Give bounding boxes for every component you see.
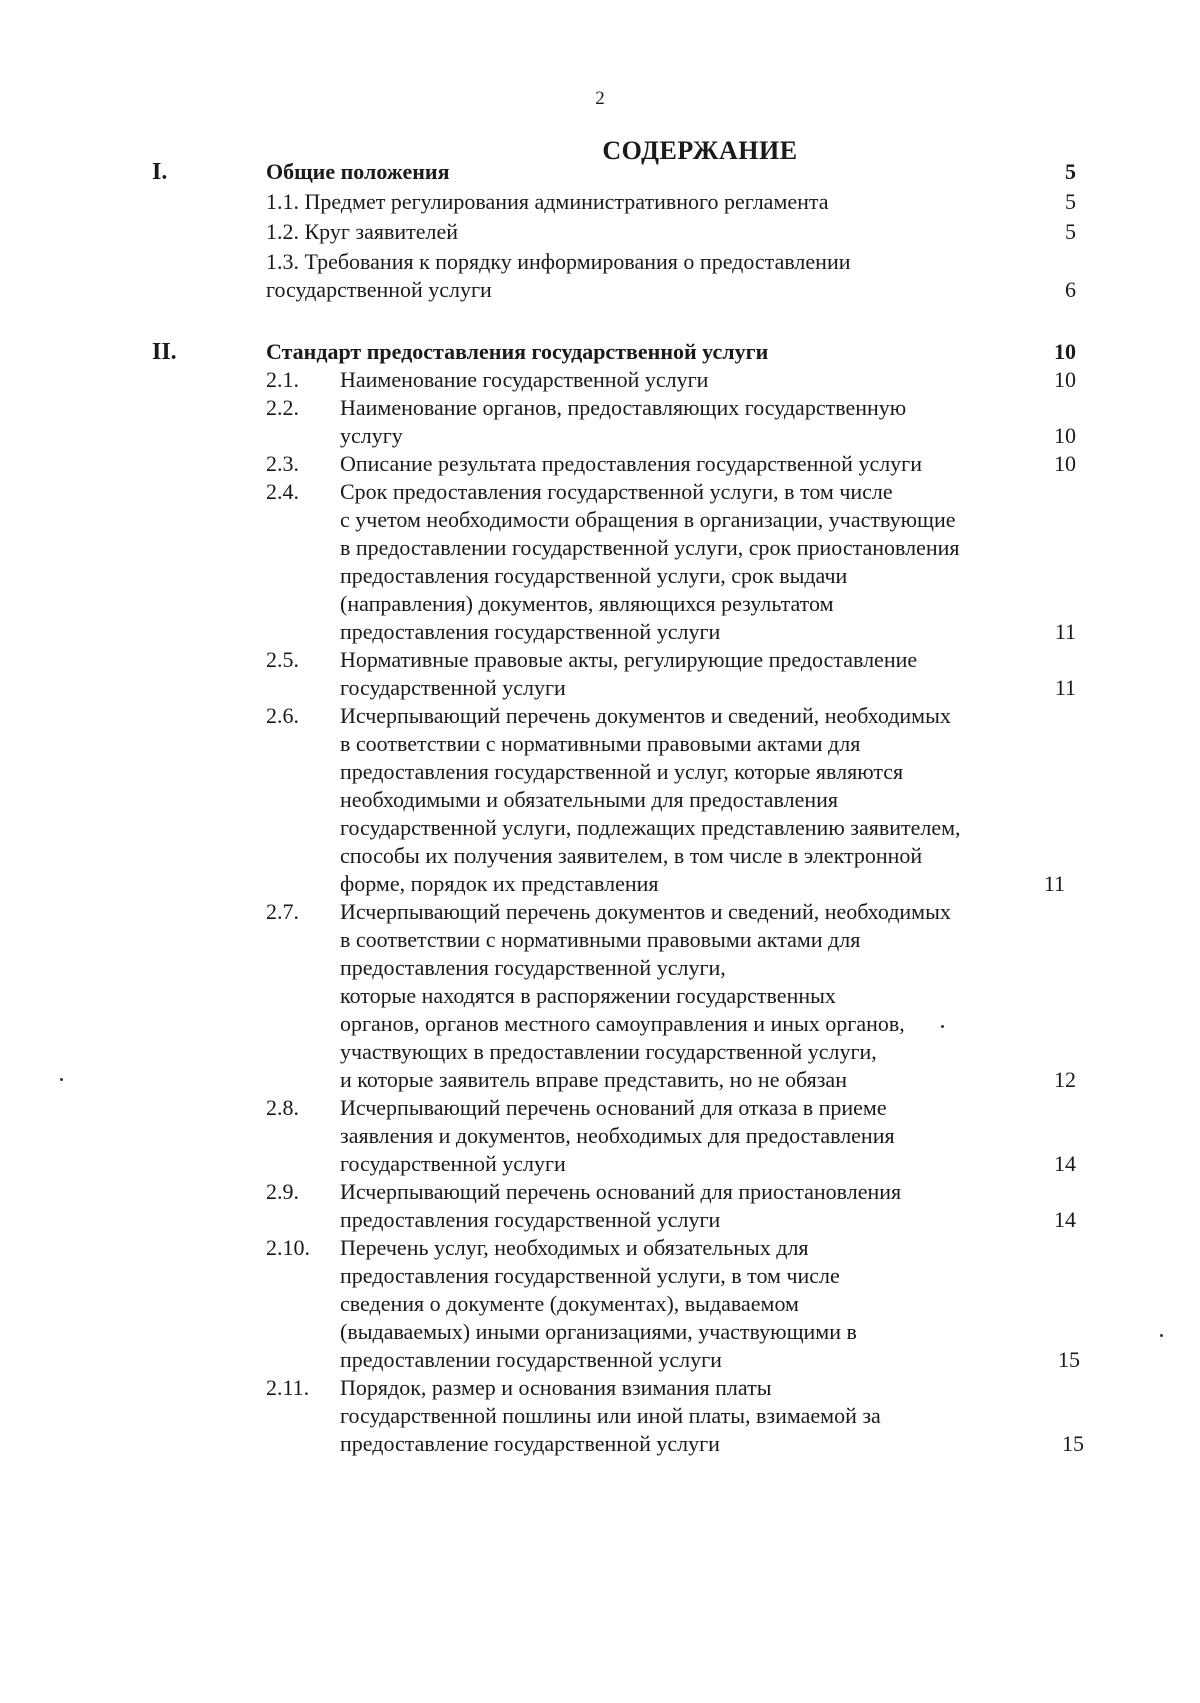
toc-item-text: предоставления государственной услуги, bbox=[340, 955, 726, 980]
toc-item-text: предоставления государственной услуги, срок выдачи bbox=[340, 563, 848, 588]
toc-item-page: 11 bbox=[1054, 675, 1076, 700]
toc-item-page: 15 bbox=[1058, 1347, 1080, 1372]
toc-item-text: предоставления государственной и услуг, которые являются bbox=[340, 759, 904, 784]
scan-speck bbox=[941, 1025, 944, 1028]
toc-item-text: сведения о документе (документах), выдаваемом bbox=[340, 1291, 799, 1316]
scan-speck bbox=[60, 1078, 63, 1081]
toc-item-text: Порядок, размер и основания взимания платы bbox=[340, 1375, 772, 1400]
toc-item-number: 2.1. bbox=[266, 367, 299, 392]
section-heading: Стандарт предоставления государственной услуги bbox=[266, 339, 769, 364]
page-title: СОДЕРЖАНИЕ bbox=[602, 136, 798, 165]
toc-item-text: в соответствии с нормативными правовыми актами для bbox=[340, 731, 861, 756]
section-heading: Общие положения bbox=[266, 159, 450, 184]
toc-item-number: 2.8. bbox=[266, 1095, 299, 1120]
toc-item-text: предоставления государственной услуги bbox=[340, 619, 721, 644]
toc-item-number: 2.5. bbox=[266, 647, 299, 672]
toc-item-page: 10 bbox=[1054, 451, 1076, 476]
toc-item-text: Наименование государственной услуги bbox=[340, 367, 709, 392]
toc-item-text: необходимыми и обязательными для предоставления bbox=[340, 787, 839, 812]
toc-item-text: Исчерпывающий перечень документов и сведений, необходимых bbox=[340, 899, 951, 924]
toc-item-text: государственной услуги bbox=[340, 1151, 566, 1176]
toc-item-number: 2.4. bbox=[266, 479, 299, 504]
toc-item-page: 10 bbox=[1054, 423, 1076, 448]
toc-item-text: Нормативные правовые акты, регулирующие предоставление bbox=[340, 647, 918, 672]
page-number: 2 bbox=[595, 88, 605, 109]
toc-item-page: 5 bbox=[1065, 219, 1076, 244]
toc-item-page: 5 bbox=[1065, 189, 1076, 214]
toc-item-text: Исчерпывающий перечень оснований для приостановления bbox=[340, 1179, 902, 1204]
toc-item-page: 14 bbox=[1054, 1151, 1076, 1176]
toc-item-text: которые находятся в распоряжении государственных bbox=[340, 983, 836, 1008]
toc-item-number: 2.3. bbox=[266, 451, 299, 476]
toc-item-number: 2.11. bbox=[266, 1375, 310, 1400]
toc-item-text: государственной пошлины или иной платы, взимаемой за bbox=[340, 1403, 881, 1428]
toc-item-text: предоставления государственной услуги bbox=[340, 1207, 721, 1232]
toc-item-number: 2.9. bbox=[266, 1179, 299, 1204]
toc-item-text: 1.3. Требования к порядку информирования о предоставлении bbox=[266, 249, 851, 274]
toc-item-page: 10 bbox=[1054, 367, 1076, 392]
toc-item-text: (выдаваемых) иными организациями, участвующими в bbox=[340, 1319, 857, 1344]
toc-item-text: Описание результата предоставления государственной услуги bbox=[340, 451, 922, 476]
section-numeral: I. bbox=[152, 159, 168, 185]
toc-item-text: заявления и документов, необходимых для предоставления bbox=[340, 1123, 895, 1148]
toc-item-page: 14 bbox=[1054, 1207, 1076, 1232]
toc-item-text: участвующих в предоставлении государственной услуги, bbox=[340, 1039, 877, 1064]
section-page: 10 bbox=[1054, 339, 1076, 364]
toc-item-text: в соответствии с нормативными правовыми актами для bbox=[340, 927, 861, 952]
toc-item-text: с учетом необходимости обращения в организации, участвующие bbox=[340, 507, 956, 532]
toc-item-text: государственной услуги bbox=[266, 277, 492, 302]
toc-item-text: Наименование органов, предоставляющих государственную bbox=[340, 395, 907, 420]
toc-item-text: услугу bbox=[340, 423, 403, 448]
toc-item-text: 1.2. Круг заявителей bbox=[266, 219, 459, 244]
toc-item-text: Исчерпывающий перечень документов и сведений, необходимых bbox=[340, 703, 951, 728]
toc-item-text: органов, органов местного самоуправления и иных органов, bbox=[340, 1011, 905, 1036]
toc-item-page: 11 bbox=[1054, 619, 1076, 644]
toc-item-text: предоставление государственной услуги bbox=[340, 1431, 720, 1456]
toc-item-page: 12 bbox=[1054, 1067, 1076, 1092]
toc-item-text: форме, порядок их представления bbox=[340, 871, 659, 896]
section-numeral: II. bbox=[152, 339, 177, 365]
toc-item-number: 2.2. bbox=[266, 395, 299, 420]
toc-item-page: 11 bbox=[1043, 871, 1065, 896]
toc-item-text: и которые заявитель вправе представить, но не обязан bbox=[340, 1067, 847, 1092]
toc-item-text: Срок предоставления государственной услуги, в том числе bbox=[340, 479, 893, 504]
scan-speck bbox=[1160, 1334, 1163, 1337]
section-page: 5 bbox=[1065, 159, 1076, 184]
toc-item-number: 2.6. bbox=[266, 703, 299, 728]
toc-item-number: 2.7. bbox=[266, 899, 299, 924]
toc-item-text: 1.1. Предмет регулирования административного регламента bbox=[266, 189, 829, 214]
toc-item-text: способы их получения заявителем, в том числе в электронной bbox=[340, 843, 923, 868]
toc-item-page: 15 bbox=[1062, 1431, 1084, 1456]
toc-item-page: 6 bbox=[1065, 277, 1076, 302]
toc-item-number: 2.10. bbox=[266, 1235, 310, 1260]
toc-item-text: в предоставлении государственной услуги, срок приостановления bbox=[340, 535, 960, 560]
toc-item-text: (направления) документов, являющихся результатом bbox=[340, 591, 834, 616]
toc-item-text: Перечень услуг, необходимых и обязательных для bbox=[340, 1235, 809, 1260]
toc-item-text: предоставлении государственной услуги bbox=[340, 1347, 722, 1372]
toc-item-text: Исчерпывающий перечень оснований для отказа в приеме bbox=[340, 1095, 887, 1120]
toc-item-text: государственной услуги bbox=[340, 675, 566, 700]
toc-item-text: государственной услуги, подлежащих представлению заявителем, bbox=[340, 815, 961, 840]
toc-item-text: предоставления государственной услуги, в том числе bbox=[340, 1263, 840, 1288]
